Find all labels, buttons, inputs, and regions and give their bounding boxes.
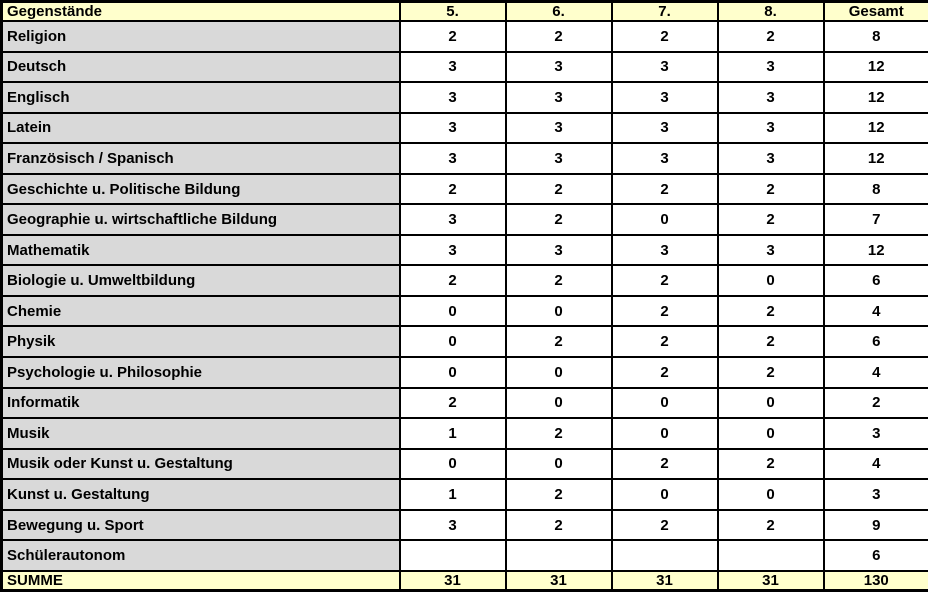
header-total: Gesamt [824, 2, 928, 22]
value-cell: 3 [400, 235, 506, 266]
value-cell: 2 [400, 174, 506, 205]
value-cell [612, 540, 718, 571]
value-cell: 2 [506, 326, 612, 357]
sum-grade-7: 31 [612, 571, 718, 591]
value-cell: 0 [506, 357, 612, 388]
sum-label: SUMME [2, 571, 400, 591]
table-row [2, 82, 928, 113]
value-cell: 3 [400, 143, 506, 174]
value-cell: 2 [718, 174, 824, 205]
table-row [2, 265, 928, 296]
value-cell: 2 [612, 21, 718, 52]
table-row [2, 388, 928, 419]
table-row [2, 204, 928, 235]
table-row [2, 174, 928, 205]
subject-cell: Latein [2, 113, 400, 144]
value-cell: 12 [824, 143, 928, 174]
value-cell: 4 [824, 449, 928, 480]
subject-cell: Biologie u. Umweltbildung [2, 265, 400, 296]
table-header-row [2, 2, 928, 22]
value-cell: 2 [506, 265, 612, 296]
value-cell: 2 [612, 326, 718, 357]
table-row [2, 479, 928, 510]
value-cell: 2 [718, 326, 824, 357]
value-cell: 0 [506, 449, 612, 480]
table-row [2, 113, 928, 144]
header-subjects: Gegenstände [2, 2, 400, 22]
value-cell: 3 [506, 235, 612, 266]
value-cell: 2 [506, 479, 612, 510]
subject-cell: Bewegung u. Sport [2, 510, 400, 541]
table-row [2, 52, 928, 83]
value-cell: 7 [824, 204, 928, 235]
value-cell: 3 [506, 82, 612, 113]
table-body [2, 21, 928, 571]
value-cell: 3 [612, 113, 718, 144]
subject-cell: Englisch [2, 82, 400, 113]
value-cell: 0 [612, 418, 718, 449]
value-cell: 0 [506, 388, 612, 419]
sum-total: 130 [824, 571, 928, 591]
value-cell: 3 [400, 82, 506, 113]
subject-cell: Psychologie u. Philosophie [2, 357, 400, 388]
subject-cell: Geschichte u. Politische Bildung [2, 174, 400, 205]
value-cell: 3 [506, 143, 612, 174]
subject-cell: Musik oder Kunst u. Gestaltung [2, 449, 400, 480]
value-cell: 3 [718, 143, 824, 174]
header-grade-5: 5. [400, 2, 506, 22]
table-row [2, 449, 928, 480]
value-cell: 2 [506, 174, 612, 205]
value-cell: 3 [824, 479, 928, 510]
value-cell: 2 [506, 21, 612, 52]
subject-cell: Informatik [2, 388, 400, 419]
value-cell: 0 [506, 296, 612, 327]
subject-cell: Geographie u. wirtschaftliche Bildung [2, 204, 400, 235]
value-cell: 2 [612, 296, 718, 327]
value-cell: 1 [400, 479, 506, 510]
value-cell: 3 [718, 235, 824, 266]
value-cell: 3 [400, 204, 506, 235]
value-cell: 12 [824, 52, 928, 83]
table-row [2, 235, 928, 266]
value-cell: 2 [718, 204, 824, 235]
value-cell: 0 [718, 418, 824, 449]
table-row [2, 540, 928, 571]
value-cell: 3 [612, 235, 718, 266]
value-cell: 2 [612, 174, 718, 205]
value-cell: 2 [612, 265, 718, 296]
value-cell: 12 [824, 113, 928, 144]
table-sum-row [2, 571, 928, 591]
table-row [2, 326, 928, 357]
value-cell: 0 [718, 265, 824, 296]
value-cell [718, 540, 824, 571]
value-cell: 3 [400, 52, 506, 83]
subject-cell: Religion [2, 21, 400, 52]
value-cell: 2 [400, 265, 506, 296]
value-cell: 3 [612, 82, 718, 113]
value-cell: 2 [612, 357, 718, 388]
value-cell: 2 [824, 388, 928, 419]
value-cell: 2 [612, 510, 718, 541]
value-cell: 0 [400, 449, 506, 480]
table-row [2, 357, 928, 388]
value-cell: 4 [824, 296, 928, 327]
value-cell: 3 [824, 418, 928, 449]
value-cell: 2 [400, 21, 506, 52]
value-cell: 0 [400, 296, 506, 327]
value-cell: 3 [612, 143, 718, 174]
value-cell: 0 [400, 326, 506, 357]
value-cell: 3 [718, 82, 824, 113]
value-cell: 4 [824, 357, 928, 388]
value-cell: 0 [612, 388, 718, 419]
subject-cell: Deutsch [2, 52, 400, 83]
table-row [2, 143, 928, 174]
value-cell: 3 [718, 52, 824, 83]
value-cell: 6 [824, 540, 928, 571]
value-cell: 2 [718, 357, 824, 388]
value-cell [506, 540, 612, 571]
value-cell: 3 [612, 52, 718, 83]
value-cell: 8 [824, 174, 928, 205]
header-grade-6: 6. [506, 2, 612, 22]
sum-grade-6: 31 [506, 571, 612, 591]
value-cell: 2 [718, 449, 824, 480]
value-cell: 12 [824, 235, 928, 266]
value-cell: 2 [718, 21, 824, 52]
value-cell: 3 [400, 113, 506, 144]
value-cell: 2 [506, 510, 612, 541]
value-cell: 3 [506, 113, 612, 144]
value-cell: 2 [506, 418, 612, 449]
value-cell: 9 [824, 510, 928, 541]
sum-grade-5: 31 [400, 571, 506, 591]
subject-cell: Physik [2, 326, 400, 357]
value-cell: 2 [506, 204, 612, 235]
subject-cell: Musik [2, 418, 400, 449]
subject-cell: Chemie [2, 296, 400, 327]
subject-cell: Französisch / Spanisch [2, 143, 400, 174]
subject-cell: Schülerautonom [2, 540, 400, 571]
value-cell: 6 [824, 326, 928, 357]
table-row [2, 296, 928, 327]
value-cell: 3 [718, 113, 824, 144]
value-cell: 6 [824, 265, 928, 296]
table-row [2, 21, 928, 52]
subject-cell: Kunst u. Gestaltung [2, 479, 400, 510]
value-cell: 0 [718, 388, 824, 419]
value-cell: 12 [824, 82, 928, 113]
value-cell [400, 540, 506, 571]
value-cell: 0 [400, 357, 506, 388]
value-cell: 3 [506, 52, 612, 83]
value-cell: 3 [400, 510, 506, 541]
table-row [2, 418, 928, 449]
value-cell: 2 [718, 296, 824, 327]
value-cell: 2 [612, 449, 718, 480]
subject-cell: Mathematik [2, 235, 400, 266]
value-cell: 1 [400, 418, 506, 449]
header-grade-8: 8. [718, 2, 824, 22]
header-grade-7: 7. [612, 2, 718, 22]
value-cell: 0 [612, 204, 718, 235]
value-cell: 8 [824, 21, 928, 52]
sum-grade-8: 31 [718, 571, 824, 591]
value-cell: 0 [718, 479, 824, 510]
table-row [2, 510, 928, 541]
value-cell: 2 [400, 388, 506, 419]
value-cell: 2 [718, 510, 824, 541]
value-cell: 0 [612, 479, 718, 510]
